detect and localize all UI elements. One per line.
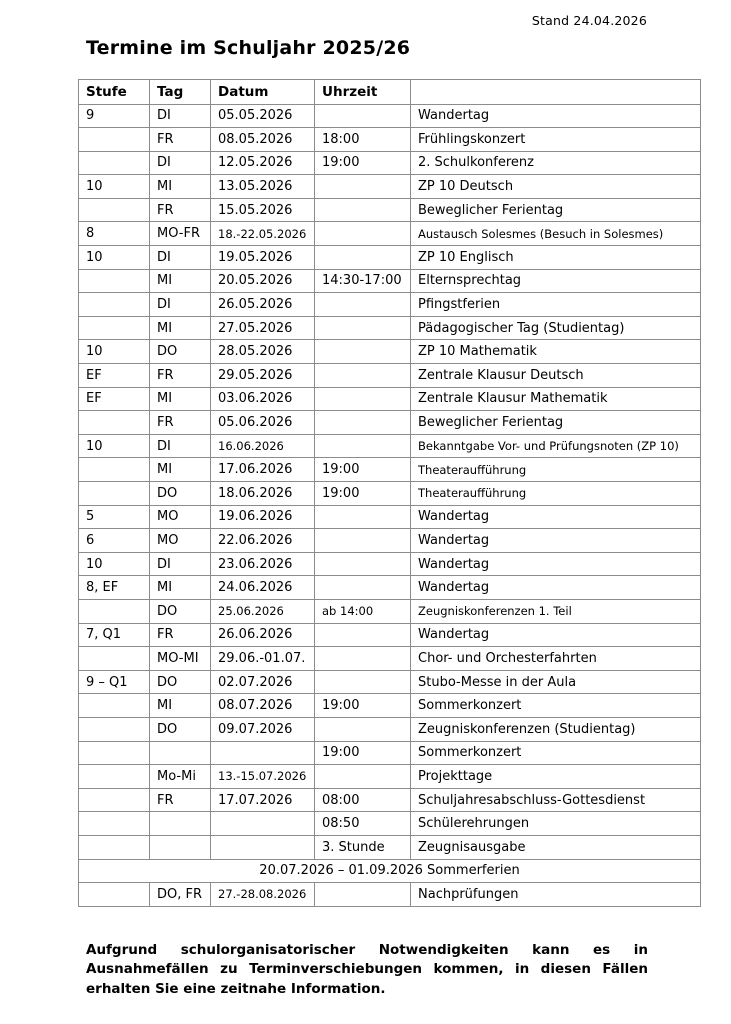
cell-uhrzeit bbox=[315, 717, 411, 741]
cell-tag: DO bbox=[150, 340, 211, 364]
cell-tag: MI bbox=[150, 576, 211, 600]
cell-datum: 29.05.2026 bbox=[211, 364, 315, 388]
table-row bbox=[79, 222, 701, 246]
cell-uhrzeit bbox=[315, 552, 411, 576]
cell-tag: DI bbox=[150, 552, 211, 576]
cell-datum: 28.05.2026 bbox=[211, 340, 315, 364]
cell-event: Wandertag bbox=[411, 104, 701, 128]
cell-uhrzeit bbox=[315, 411, 411, 435]
cell-uhrzeit bbox=[315, 387, 411, 411]
cell-event: Theateraufführung bbox=[411, 458, 701, 482]
cell-uhrzeit: 19:00 bbox=[315, 151, 411, 175]
cell-event: Zeugniskonferenzen 1. Teil bbox=[411, 599, 701, 623]
cell-stufe: 9 – Q1 bbox=[79, 670, 150, 694]
stand-date: Stand 24.04.2026 bbox=[531, 13, 647, 28]
table-row bbox=[79, 316, 701, 340]
table-row bbox=[79, 364, 701, 388]
footer-note: Aufgrund schulorganisatorischer Notwendigkeiten kann es in Ausnahmefällen zu Terminverschiebungen kommen, in diesen Fällen erhalten Sie eine zeitnahe Information. bbox=[86, 941, 648, 997]
cell-datum bbox=[211, 741, 315, 765]
table-row bbox=[79, 293, 701, 317]
cell-event: Wandertag bbox=[411, 529, 701, 553]
cell-event: Wandertag bbox=[411, 623, 701, 647]
cell-tag: DI bbox=[150, 293, 211, 317]
cell-event: Wandertag bbox=[411, 576, 701, 600]
table-row bbox=[79, 552, 701, 576]
table-row bbox=[79, 198, 701, 222]
cell-datum: 13.-15.07.2026 bbox=[211, 765, 315, 789]
cell-stufe: 6 bbox=[79, 529, 150, 553]
cell-event: Nachprüfungen bbox=[411, 883, 701, 907]
cell-stufe bbox=[79, 411, 150, 435]
cell-stufe: 8 bbox=[79, 222, 150, 246]
table-row bbox=[79, 411, 701, 435]
cell-uhrzeit: 14:30-17:00 bbox=[315, 269, 411, 293]
cell-tag: MI bbox=[150, 458, 211, 482]
cell-tag bbox=[150, 741, 211, 765]
cell-event: Stubo-Messe in der Aula bbox=[411, 670, 701, 694]
cell-stufe bbox=[79, 835, 150, 859]
cell-event: Schülerehrungen bbox=[411, 812, 701, 836]
cell-stufe: 9 bbox=[79, 104, 150, 128]
cell-stufe bbox=[79, 717, 150, 741]
table-row bbox=[79, 269, 701, 293]
cell-datum bbox=[211, 812, 315, 836]
cell-uhrzeit bbox=[315, 505, 411, 529]
cell-stufe bbox=[79, 198, 150, 222]
cell-tag: DI bbox=[150, 151, 211, 175]
table-row bbox=[79, 741, 701, 765]
cell-stufe: 10 bbox=[79, 340, 150, 364]
cell-uhrzeit bbox=[315, 883, 411, 907]
cell-uhrzeit bbox=[315, 647, 411, 671]
cell-uhrzeit bbox=[315, 198, 411, 222]
cell-tag: MO bbox=[150, 529, 211, 553]
table-row bbox=[79, 647, 701, 671]
cell-tag: FR bbox=[150, 198, 211, 222]
cell-uhrzeit: 08:50 bbox=[315, 812, 411, 836]
cell-tag: MI bbox=[150, 316, 211, 340]
cell-stufe bbox=[79, 293, 150, 317]
cell-stufe bbox=[79, 883, 150, 907]
cell-datum: 05.06.2026 bbox=[211, 411, 315, 435]
cell-stufe bbox=[79, 599, 150, 623]
cell-datum: 08.07.2026 bbox=[211, 694, 315, 718]
cell-datum: 17.06.2026 bbox=[211, 458, 315, 482]
cell-stufe: 10 bbox=[79, 246, 150, 270]
cell-tag: MO-MI bbox=[150, 647, 211, 671]
cell-tag bbox=[150, 812, 211, 836]
cell-tag: MO-FR bbox=[150, 222, 211, 246]
cell-uhrzeit bbox=[315, 434, 411, 458]
cell-stufe: 10 bbox=[79, 175, 150, 199]
table-row bbox=[79, 883, 701, 907]
cell-tag: FR bbox=[150, 788, 211, 812]
table-row bbox=[79, 599, 701, 623]
cell-stufe: 7, Q1 bbox=[79, 623, 150, 647]
table-row bbox=[79, 340, 701, 364]
cell-datum: 23.06.2026 bbox=[211, 552, 315, 576]
cell-tag: FR bbox=[150, 623, 211, 647]
cell-datum bbox=[211, 835, 315, 859]
cell-stufe bbox=[79, 458, 150, 482]
cell-datum: 18.06.2026 bbox=[211, 482, 315, 506]
cell-event: ZP 10 Englisch bbox=[411, 246, 701, 270]
cell-stufe bbox=[79, 741, 150, 765]
table-row bbox=[79, 788, 701, 812]
table-row bbox=[79, 717, 701, 741]
cell-uhrzeit bbox=[315, 104, 411, 128]
cell-event: Zentrale Klausur Deutsch bbox=[411, 364, 701, 388]
cell-tag: DO bbox=[150, 717, 211, 741]
table-row bbox=[79, 434, 701, 458]
cell-stufe bbox=[79, 316, 150, 340]
cell-event: Theateraufführung bbox=[411, 482, 701, 506]
table-row bbox=[79, 576, 701, 600]
cell-tag: DO bbox=[150, 482, 211, 506]
cell-event: ZP 10 Mathematik bbox=[411, 340, 701, 364]
table-row bbox=[79, 151, 701, 175]
cell-uhrzeit bbox=[315, 246, 411, 270]
cell-tag: Mo-Mi bbox=[150, 765, 211, 789]
cell-stufe bbox=[79, 765, 150, 789]
cell-tag: DI bbox=[150, 246, 211, 270]
column-header-uhrzeit: Uhrzeit bbox=[315, 80, 411, 105]
column-header-tag: Tag bbox=[150, 80, 211, 105]
cell-tag: MI bbox=[150, 387, 211, 411]
cell-tag bbox=[150, 835, 211, 859]
cell-uhrzeit: 19:00 bbox=[315, 458, 411, 482]
cell-event: Projekttage bbox=[411, 765, 701, 789]
cell-event: Schuljahresabschluss-Gottesdienst bbox=[411, 788, 701, 812]
cell-event: Bekanntgabe Vor- und Prüfungsnoten (ZP 10) bbox=[411, 434, 701, 458]
column-header-datum: Datum bbox=[211, 80, 315, 105]
table-row bbox=[79, 505, 701, 529]
cell-datum: 26.06.2026 bbox=[211, 623, 315, 647]
cell-stufe: 10 bbox=[79, 552, 150, 576]
cell-event: Pfingstferien bbox=[411, 293, 701, 317]
cell-event: ZP 10 Deutsch bbox=[411, 175, 701, 199]
cell-datum: 08.05.2026 bbox=[211, 128, 315, 152]
cell-datum: 12.05.2026 bbox=[211, 151, 315, 175]
column-header-stufe: Stufe bbox=[79, 80, 150, 105]
cell-event: Sommerkonzert bbox=[411, 694, 701, 718]
cell-datum: 15.05.2026 bbox=[211, 198, 315, 222]
cell-event: Beweglicher Ferientag bbox=[411, 411, 701, 435]
cell-event: Austausch Solesmes (Besuch in Solesmes) bbox=[411, 222, 701, 246]
cell-uhrzeit bbox=[315, 670, 411, 694]
cell-uhrzeit bbox=[315, 175, 411, 199]
table-row bbox=[79, 835, 701, 859]
cell-tag: DI bbox=[150, 104, 211, 128]
cell-uhrzeit bbox=[315, 529, 411, 553]
cell-tag: MO bbox=[150, 505, 211, 529]
cell-uhrzeit bbox=[315, 316, 411, 340]
cell-datum: 29.06.-01.07. bbox=[211, 647, 315, 671]
cell-tag: FR bbox=[150, 364, 211, 388]
cell-uhrzeit: 18:00 bbox=[315, 128, 411, 152]
cell-stufe: 5 bbox=[79, 505, 150, 529]
cell-uhrzeit: 3. Stunde bbox=[315, 835, 411, 859]
cell-event: Wandertag bbox=[411, 505, 701, 529]
cell-datum: 17.07.2026 bbox=[211, 788, 315, 812]
cell-tag: DO, FR bbox=[150, 883, 211, 907]
cell-datum: 19.05.2026 bbox=[211, 246, 315, 270]
cell-event: Beweglicher Ferientag bbox=[411, 198, 701, 222]
cell-datum: 13.05.2026 bbox=[211, 175, 315, 199]
cell-event: Zeugniskonferenzen (Studientag) bbox=[411, 717, 701, 741]
table-row bbox=[79, 859, 701, 883]
table-row bbox=[79, 623, 701, 647]
cell-tag: FR bbox=[150, 411, 211, 435]
cell-stufe: 8, EF bbox=[79, 576, 150, 600]
cell-tag: DO bbox=[150, 599, 211, 623]
merged-row-cell: 20.07.2026 – 01.09.2026 Sommerferien bbox=[79, 859, 701, 883]
cell-datum: 24.06.2026 bbox=[211, 576, 315, 600]
cell-stufe: 10 bbox=[79, 434, 150, 458]
cell-stufe bbox=[79, 788, 150, 812]
cell-event: Sommerkonzert bbox=[411, 741, 701, 765]
cell-datum: 27.-28.08.2026 bbox=[211, 883, 315, 907]
cell-tag: MI bbox=[150, 269, 211, 293]
cell-uhrzeit: 19:00 bbox=[315, 741, 411, 765]
cell-uhrzeit: 08:00 bbox=[315, 788, 411, 812]
cell-datum: 26.05.2026 bbox=[211, 293, 315, 317]
table-row bbox=[79, 670, 701, 694]
cell-datum: 27.05.2026 bbox=[211, 316, 315, 340]
cell-uhrzeit bbox=[315, 576, 411, 600]
cell-datum: 25.06.2026 bbox=[211, 599, 315, 623]
page-title: Termine im Schuljahr 2025/26 bbox=[86, 37, 411, 59]
cell-tag: MI bbox=[150, 694, 211, 718]
cell-tag: MI bbox=[150, 175, 211, 199]
cell-datum: 03.06.2026 bbox=[211, 387, 315, 411]
table-row bbox=[79, 175, 701, 199]
cell-stufe bbox=[79, 647, 150, 671]
cell-event: Chor- und Orchesterfahrten bbox=[411, 647, 701, 671]
cell-uhrzeit bbox=[315, 765, 411, 789]
cell-datum: 18.-22.05.2026 bbox=[211, 222, 315, 246]
cell-datum: 19.06.2026 bbox=[211, 505, 315, 529]
cell-uhrzeit: ab 14:00 bbox=[315, 599, 411, 623]
cell-uhrzeit: 19:00 bbox=[315, 482, 411, 506]
cell-stufe bbox=[79, 812, 150, 836]
table-row bbox=[79, 458, 701, 482]
table-row bbox=[79, 529, 701, 553]
column-header-event bbox=[411, 80, 701, 105]
cell-stufe: EF bbox=[79, 387, 150, 411]
table-row bbox=[79, 812, 701, 836]
cell-datum: 02.07.2026 bbox=[211, 670, 315, 694]
table-row bbox=[79, 246, 701, 270]
cell-stufe bbox=[79, 694, 150, 718]
table-row bbox=[79, 387, 701, 411]
cell-stufe: EF bbox=[79, 364, 150, 388]
table-row bbox=[79, 482, 701, 506]
cell-stufe bbox=[79, 151, 150, 175]
schedule-table-body bbox=[79, 104, 701, 906]
schedule-table-header-row bbox=[79, 80, 701, 105]
cell-datum: 20.05.2026 bbox=[211, 269, 315, 293]
cell-event: Zentrale Klausur Mathematik bbox=[411, 387, 701, 411]
cell-stufe bbox=[79, 128, 150, 152]
cell-uhrzeit bbox=[315, 222, 411, 246]
cell-uhrzeit bbox=[315, 340, 411, 364]
cell-datum: 22.06.2026 bbox=[211, 529, 315, 553]
cell-tag: DO bbox=[150, 670, 211, 694]
cell-event: Elternsprechtag bbox=[411, 269, 701, 293]
cell-event: Frühlingskonzert bbox=[411, 128, 701, 152]
cell-uhrzeit bbox=[315, 293, 411, 317]
table-row bbox=[79, 765, 701, 789]
cell-datum: 05.05.2026 bbox=[211, 104, 315, 128]
cell-uhrzeit bbox=[315, 364, 411, 388]
cell-event: Wandertag bbox=[411, 552, 701, 576]
cell-tag: DI bbox=[150, 434, 211, 458]
table-row bbox=[79, 104, 701, 128]
cell-event: Zeugnisausgabe bbox=[411, 835, 701, 859]
table-row bbox=[79, 694, 701, 718]
schedule-table bbox=[78, 79, 701, 907]
cell-datum: 16.06.2026 bbox=[211, 434, 315, 458]
cell-stufe bbox=[79, 269, 150, 293]
cell-event: Pädagogischer Tag (Studientag) bbox=[411, 316, 701, 340]
cell-stufe bbox=[79, 482, 150, 506]
cell-uhrzeit bbox=[315, 623, 411, 647]
cell-uhrzeit: 19:00 bbox=[315, 694, 411, 718]
cell-datum: 09.07.2026 bbox=[211, 717, 315, 741]
cell-event: 2. Schulkonferenz bbox=[411, 151, 701, 175]
table-row bbox=[79, 128, 701, 152]
cell-tag: FR bbox=[150, 128, 211, 152]
